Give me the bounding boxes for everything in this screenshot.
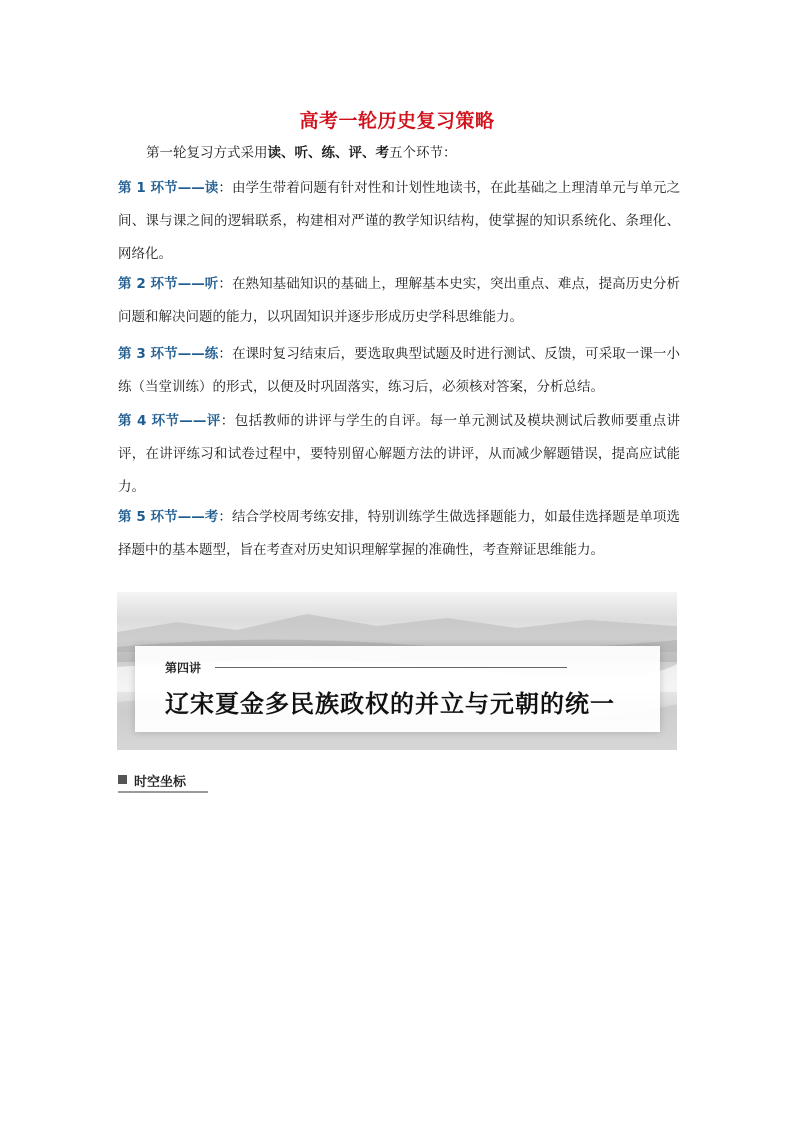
square-bullet-icon — [118, 775, 127, 784]
step-paragraph-4 — [118, 405, 680, 504]
intro-line — [146, 144, 457, 162]
lecture-banner — [117, 592, 677, 750]
section-heading-text: 时空坐标 — [134, 775, 187, 790]
step-label-2: 第 2 环节——听 — [118, 276, 219, 292]
step-text-2: ：在熟知基础知识的基础上，理解基本史实，突出重点、难点，提高历史分析问题和解决问题的能力，以巩固知识并逐步形成历史学科思维能力。 — [118, 276, 681, 325]
step-text-4: ：包括教师的讲评与学生的自评。每一单元测试及模块测试后教师要重点讲评，在讲评练习和试卷过程中，要特别留心解题方法的讲评，从而减少解题错误，提高应试能力。 — [118, 413, 681, 495]
step-label-4: 第 4 环节——评 — [118, 413, 221, 429]
step-paragraph-5 — [118, 501, 680, 567]
intro-emphasis: 读、听、练、评、考 — [267, 145, 389, 161]
step-label-5: 第 5 环节——考 — [118, 509, 219, 525]
lecture-title: 辽宋夏金多民族政权的并立与元朝的统一 — [165, 690, 615, 718]
lecture-panel — [135, 646, 660, 732]
lecture-divider — [215, 667, 567, 668]
step-paragraph-3 — [118, 338, 680, 404]
step-text-3: ：在课时复习结束后，要选取典型试题及时进行测试、反馈，可采取一课一小练（当堂训练）的形式，以便及时巩固落实，练习后，必须核对答案，分析总结。 — [118, 346, 681, 395]
lecture-number: 第四讲 — [165, 661, 202, 675]
step-label-3: 第 3 环节——练 — [118, 346, 219, 362]
document-title: 高考一轮历史复习策略 — [299, 110, 495, 132]
step-text-1: ：由学生带着问题有针对性和计划性地读书，在此基础之上理清单元与单元之间、课与课之间的逻辑联系，构建相对严谨的教学知识结构，使掌握的知识系统化、条理化、网络化。 — [118, 180, 681, 262]
section-heading — [118, 771, 208, 793]
intro-suffix: 五个环节： — [389, 145, 457, 161]
intro-prefix: 第一轮复习方式采用 — [146, 145, 268, 161]
step-paragraph-2 — [118, 268, 680, 334]
step-label-1: 第 1 环节——读 — [118, 180, 219, 196]
step-text-5: ：结合学校周考练安排，特别训练学生做选择题能力，如最佳选择题是单项选择题中的基本题型，旨在考查对历史知识理解掌握的准确性，考查辩证思维能力。 — [118, 509, 681, 558]
step-paragraph-1 — [118, 172, 680, 271]
